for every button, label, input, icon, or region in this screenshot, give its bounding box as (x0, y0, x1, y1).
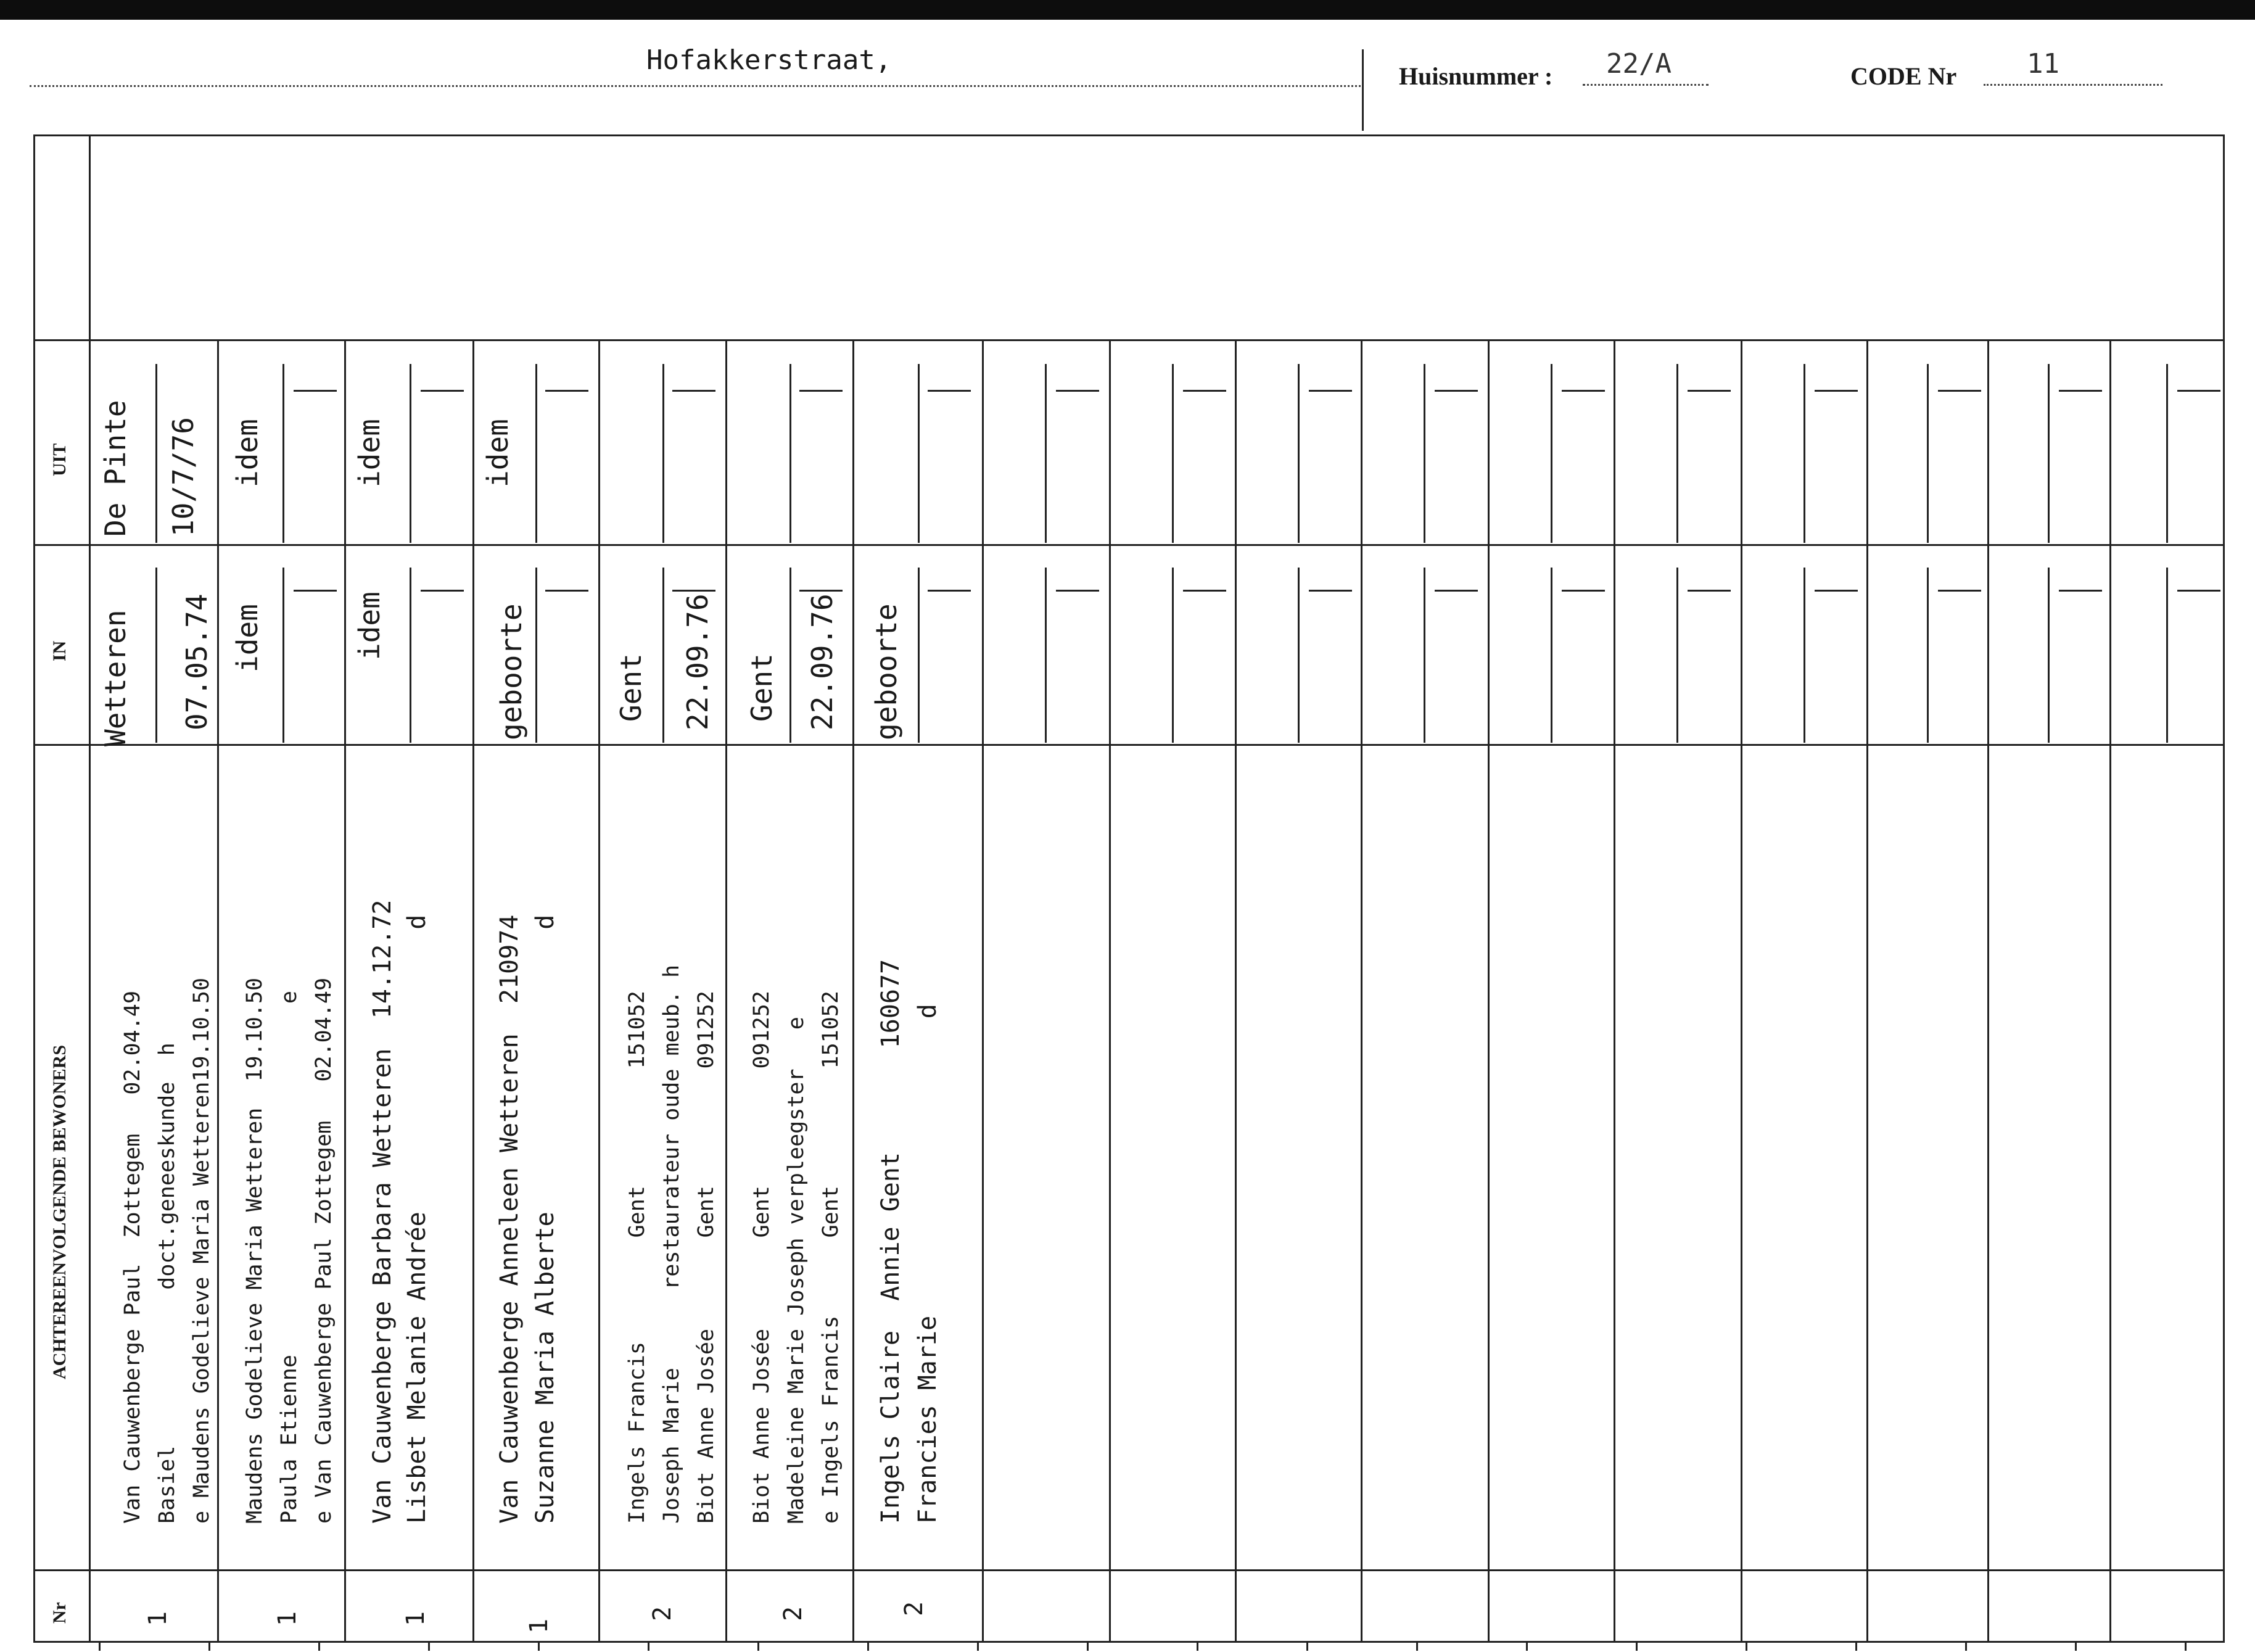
header-in: IN (49, 640, 70, 661)
blank-cell-dash (2177, 390, 2220, 392)
header-bewoners: ACHTEREENVOLGENDE BEWONERS (49, 1044, 70, 1379)
scan-top-border (0, 0, 2255, 20)
blank-cell-dash (1309, 590, 1352, 592)
cell-sub-divider (1804, 568, 1805, 743)
entry-5-nr: 2 (648, 1606, 677, 1621)
entry-2-in-place: idem (231, 604, 264, 672)
bottom-tick (538, 1642, 540, 1651)
blank-cell-dash (421, 390, 464, 392)
cell-sub-divider (1551, 568, 1552, 743)
entry-1-uit-date: 10/7/76 (167, 417, 200, 537)
column-divider (852, 339, 854, 1642)
entry-1-uit-place: De Pinte (99, 400, 132, 537)
header-column-divider (89, 134, 91, 1643)
huisnummer-dotted-line (1583, 84, 1709, 86)
blank-cell-dash (1309, 390, 1352, 392)
blank-cell-dash (2177, 590, 2220, 592)
cell-sub-divider (1298, 568, 1300, 743)
bottom-tick (1636, 1642, 1638, 1651)
blank-cell-dash (2059, 390, 2102, 392)
entry-5-line-3: Biot Anne Josée Gent 091252 (694, 991, 719, 1524)
bottom-tick (1306, 1642, 1308, 1651)
entry-6-in-place: Gent (745, 653, 778, 722)
column-divider (1488, 339, 1490, 1642)
street-name: Hofakkerstraat, (646, 44, 892, 76)
blank-cell-dash (545, 390, 588, 392)
cell-sub-divider (2166, 364, 2168, 543)
bottom-tick (99, 1642, 101, 1651)
blank-cell-dash (294, 390, 337, 392)
blank-cell-dash (1815, 590, 1858, 592)
bottom-tick (1855, 1642, 1857, 1651)
cell-sub-divider (2048, 364, 2050, 543)
entry-3-in-place: idem (353, 592, 386, 660)
bottom-tick (1416, 1642, 1418, 1651)
column-divider (472, 339, 474, 1642)
blank-cell-dash (928, 390, 971, 392)
cell-sub-divider (1424, 364, 1425, 543)
uit-top-line (33, 339, 2224, 341)
entry-1-line-2: Basiel doct.geneeskunde h (155, 1043, 179, 1524)
cell-sub-divider (662, 364, 664, 543)
blank-cell-dash (1183, 390, 1226, 392)
bottom-tick (1746, 1642, 1747, 1651)
blank-cell-dash (1435, 390, 1478, 392)
bottom-tick (208, 1642, 210, 1651)
header-uit: UIT (49, 443, 70, 476)
cell-sub-divider (2048, 568, 2050, 743)
blank-cell-dash (799, 590, 843, 592)
entry-2-line-1: Maudens Godelieve Maria Wetteren 19.10.50 (242, 977, 267, 1524)
cell-sub-divider (1045, 364, 1047, 543)
bewoners-nr-divider (33, 1569, 2224, 1571)
entry-4-line-1: Van Cauwenberge Anneleen Wetteren 210974 (495, 914, 524, 1524)
entry-1-in-place: Wetteren (99, 609, 132, 746)
column-divider (344, 339, 346, 1642)
cell-sub-divider (155, 568, 157, 743)
cell-sub-divider (1927, 364, 1929, 543)
entry-1-line-3: e Maudens Godelieve Maria Wetteren19.10.50 (189, 977, 214, 1524)
entry-7-line-1: Ingels Claire Annie Gent 160677 (876, 959, 905, 1524)
code-value: 11 (2027, 48, 2059, 80)
blank-cell-dash (928, 590, 971, 592)
column-divider (1987, 339, 1989, 1642)
bottom-tick (977, 1642, 979, 1651)
huisnummer-label: Huisnummer : (1399, 62, 1553, 90)
cell-sub-divider (282, 568, 284, 743)
cell-sub-divider (1172, 568, 1174, 743)
entry-3-line-1: Van Cauwenberge Barbara Wetteren 14.12.72 (368, 899, 397, 1524)
bottom-tick (2075, 1642, 2077, 1651)
uit-in-divider (33, 544, 2224, 546)
entry-1-nr: 1 (144, 1611, 172, 1626)
blank-cell-dash (1938, 590, 1981, 592)
bottom-tick (648, 1642, 649, 1651)
column-divider (598, 339, 600, 1642)
bottom-tick (1965, 1642, 1967, 1651)
entry-3-line-2: Lisbet Melanie Andrée d (403, 914, 431, 1524)
blank-cell-dash (672, 590, 715, 592)
cell-sub-divider (1424, 568, 1425, 743)
column-divider (1361, 339, 1362, 1642)
blank-cell-dash (1056, 390, 1099, 392)
cell-sub-divider (789, 364, 791, 543)
in-bewoners-divider (33, 744, 2224, 746)
entry-1-line-1: Van Cauwenberge Paul Zottegem 02.04.49 (120, 991, 145, 1524)
blank-cell-dash (1435, 590, 1478, 592)
blank-cell-dash (1183, 590, 1226, 592)
table-top-border (33, 134, 2224, 136)
entry-2-line-3: e Van Cauwenberge Paul Zottegem 02.04.49 (311, 977, 336, 1524)
bottom-tick (318, 1642, 320, 1651)
blank-cell-dash (2059, 590, 2102, 592)
cell-sub-divider (1172, 364, 1174, 543)
entry-5-line-2: Joseph Marie restaurateur oude meub. h (659, 964, 684, 1524)
blank-cell-dash (1938, 390, 1981, 392)
entry-6-line-2: Madeleine Marie Joseph verpleegster e (784, 1017, 809, 1524)
cell-sub-divider (1676, 568, 1678, 743)
column-divider (1741, 339, 1742, 1642)
cell-sub-divider (155, 364, 157, 543)
table-left-border (33, 134, 35, 1643)
blank-cell-dash (672, 390, 715, 392)
blank-cell-dash (1562, 590, 1605, 592)
column-divider (1614, 339, 1615, 1642)
entry-6-nr: 2 (779, 1606, 807, 1621)
cell-sub-divider (1298, 364, 1300, 543)
header-divider (1362, 49, 1364, 131)
column-divider (982, 339, 984, 1642)
cell-sub-divider (282, 364, 284, 543)
bottom-tick (2185, 1642, 2187, 1651)
street-dotted-line (30, 85, 1361, 87)
cell-sub-divider (1804, 364, 1805, 543)
cell-sub-divider (410, 364, 411, 543)
cell-sub-divider (918, 364, 920, 543)
code-label: CODE Nr (1850, 62, 1957, 90)
entry-6-line-1: Biot Anne Josée Gent 091252 (749, 991, 774, 1524)
entry-3-uit-place: idem (353, 419, 386, 487)
cell-sub-divider (918, 568, 920, 743)
blank-cell-dash (294, 590, 337, 592)
bottom-tick (1526, 1642, 1528, 1651)
entry-5-line-1: Ingels Francis Gent 151052 (625, 991, 649, 1524)
bottom-tick (1197, 1642, 1198, 1651)
entry-2-nr: 1 (273, 1611, 302, 1626)
entry-4-uit-place: idem (481, 419, 514, 487)
bottom-tick (428, 1642, 430, 1651)
entry-7-line-2: Francies Marie d (913, 1004, 942, 1524)
entry-7-in-place: geboorte (870, 603, 903, 740)
column-divider (1866, 339, 1868, 1642)
table-right-border (2223, 134, 2225, 1643)
column-divider (2109, 339, 2111, 1642)
cell-sub-divider (410, 568, 411, 743)
entry-5-in-date: 22.09.76 (681, 593, 714, 730)
huisnummer-value: 22/A (1606, 48, 1672, 80)
entry-1-in-date: 07.05.74 (180, 593, 213, 730)
entry-4-nr: 1 (525, 1618, 553, 1633)
code-dotted-line (1984, 84, 2162, 86)
table-bottom-border (33, 1641, 2224, 1643)
blank-cell-dash (1815, 390, 1858, 392)
entry-2-uit-place: idem (231, 419, 264, 487)
entry-7-nr: 2 (900, 1601, 928, 1616)
blank-cell-dash (1056, 590, 1099, 592)
cell-sub-divider (2166, 568, 2168, 743)
bottom-tick (1087, 1642, 1089, 1651)
cell-sub-divider (662, 568, 664, 743)
blank-cell-dash (545, 590, 588, 592)
entry-6-in-date: 22.09.76 (806, 593, 839, 730)
entry-4-in-place: geboorte (495, 603, 528, 740)
cell-sub-divider (535, 568, 537, 743)
blank-cell-dash (1688, 390, 1731, 392)
bottom-tick (757, 1642, 759, 1651)
entry-5-in-place: Gent (614, 653, 648, 722)
cell-sub-divider (1551, 364, 1552, 543)
column-divider (217, 339, 219, 1642)
column-divider (1235, 339, 1237, 1642)
cell-sub-divider (1045, 568, 1047, 743)
entry-2-line-2: Paula Etienne e (277, 991, 302, 1524)
column-divider (725, 339, 727, 1642)
cell-sub-divider (1927, 568, 1929, 743)
bottom-tick (867, 1642, 869, 1651)
entry-3-nr: 1 (402, 1611, 430, 1626)
blank-cell-dash (1562, 390, 1605, 392)
column-divider (1109, 339, 1111, 1642)
blank-cell-dash (799, 390, 843, 392)
blank-cell-dash (421, 590, 464, 592)
cell-sub-divider (535, 364, 537, 543)
cell-sub-divider (1676, 364, 1678, 543)
blank-cell-dash (1688, 590, 1731, 592)
entry-6-line-3: e Ingels Francis Gent 151052 (818, 991, 843, 1524)
cell-sub-divider (789, 568, 791, 743)
header-nr: Nr (49, 1602, 70, 1624)
entry-4-line-2: Suzanne Maria Alberte d (531, 914, 559, 1524)
